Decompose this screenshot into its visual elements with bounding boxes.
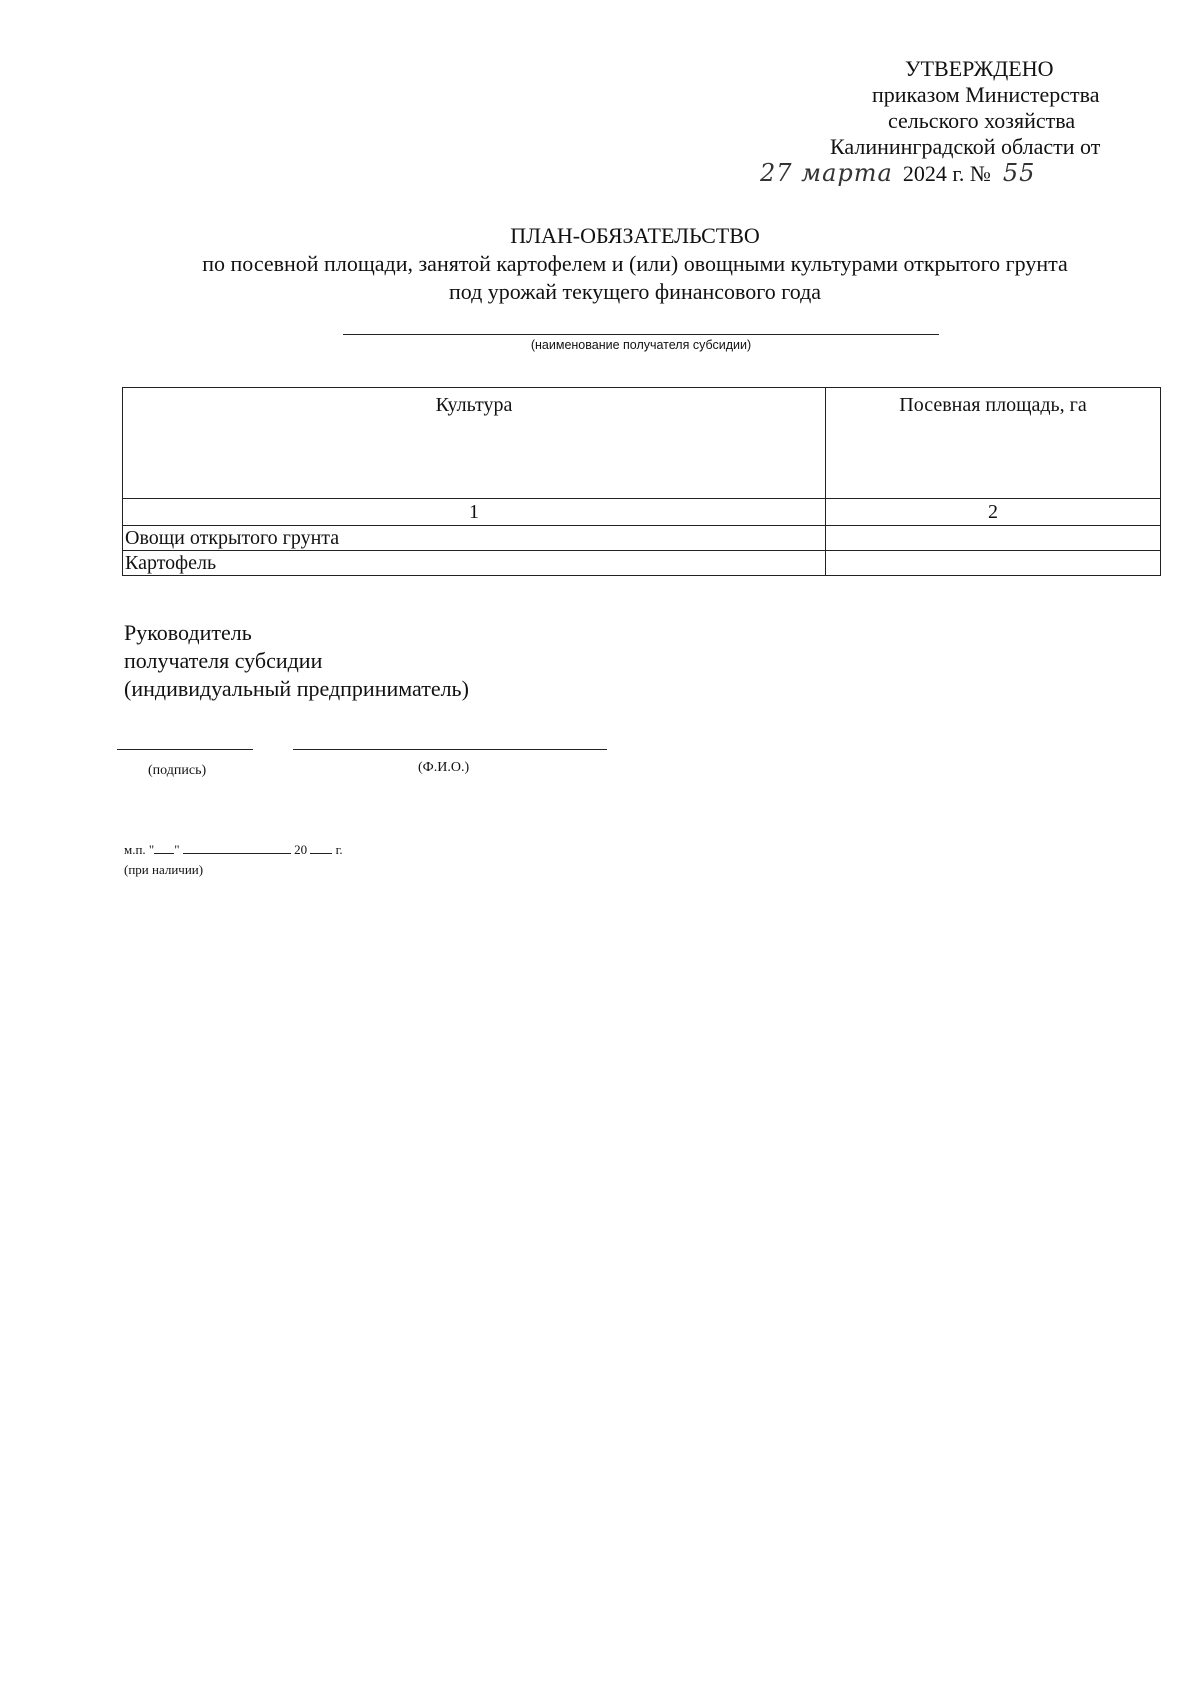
seal-date-line <box>124 842 343 858</box>
recipient-name-line[interactable] <box>343 334 939 335</box>
head-line-1: Руководитель <box>124 620 252 645</box>
full-name-line[interactable] <box>293 749 607 750</box>
approval-line-2: сельского хозяйства <box>888 108 1076 133</box>
table-row <box>123 526 1161 551</box>
column-number-2: 2 <box>826 499 1161 526</box>
area-cell[interactable] <box>826 526 1161 551</box>
year-blank[interactable] <box>310 842 332 854</box>
title-sub-1: по посевной площади, занятой картофелем и (или) овощными культурами открытого грунта <box>202 251 1068 276</box>
mp-year-suffix: г. <box>335 842 343 857</box>
title-sub-2: под урожай текущего финансового года <box>448 279 822 304</box>
signature-caption: (подпись) <box>148 763 207 778</box>
table-row <box>123 551 1161 576</box>
column-number-row <box>123 499 1161 526</box>
head-line-2: получателя субсидии <box>124 648 323 673</box>
mp-prefix: м.п. " <box>124 842 155 857</box>
full-name-caption: (Ф.И.О.) <box>418 760 470 775</box>
title-main: ПЛАН-ОБЯЗАТЕЛЬСТВО <box>510 223 760 248</box>
document-title <box>110 222 1160 306</box>
approval-heading: УТВЕРЖДЕНО <box>905 56 1054 81</box>
mp-year-prefix: 20 <box>294 842 308 857</box>
recipient-caption: (наименование получателя субсидии) <box>530 338 752 352</box>
table-header-row <box>123 388 1161 499</box>
signature-line[interactable] <box>117 749 253 750</box>
approval-date-line <box>760 160 1160 187</box>
crop-cell: Овощи открытого грунта <box>123 526 826 551</box>
seal-note: (при наличии) <box>124 862 204 877</box>
approval-line-3: Калининградской области от <box>830 134 1101 159</box>
head-line-3: (индивидуальный предприниматель) <box>124 676 469 701</box>
handwritten-number: 55 <box>1002 159 1036 187</box>
area-cell[interactable] <box>826 551 1161 576</box>
approval-line-1: приказом Министерства <box>872 82 1100 107</box>
day-blank[interactable] <box>154 842 174 854</box>
approval-year: 2024 г. № <box>902 161 991 186</box>
handwritten-date: 27 марта <box>760 159 893 187</box>
head-block <box>124 619 469 703</box>
crop-cell: Картофель <box>123 551 826 576</box>
plan-table <box>122 387 1161 576</box>
header-crop: Культура <box>123 388 826 499</box>
header-area: Посевная площадь, га <box>826 388 1161 499</box>
mp-quote-close: " <box>174 842 180 857</box>
approval-block <box>760 56 1160 187</box>
column-number-1: 1 <box>123 499 826 526</box>
month-blank[interactable] <box>183 842 291 854</box>
